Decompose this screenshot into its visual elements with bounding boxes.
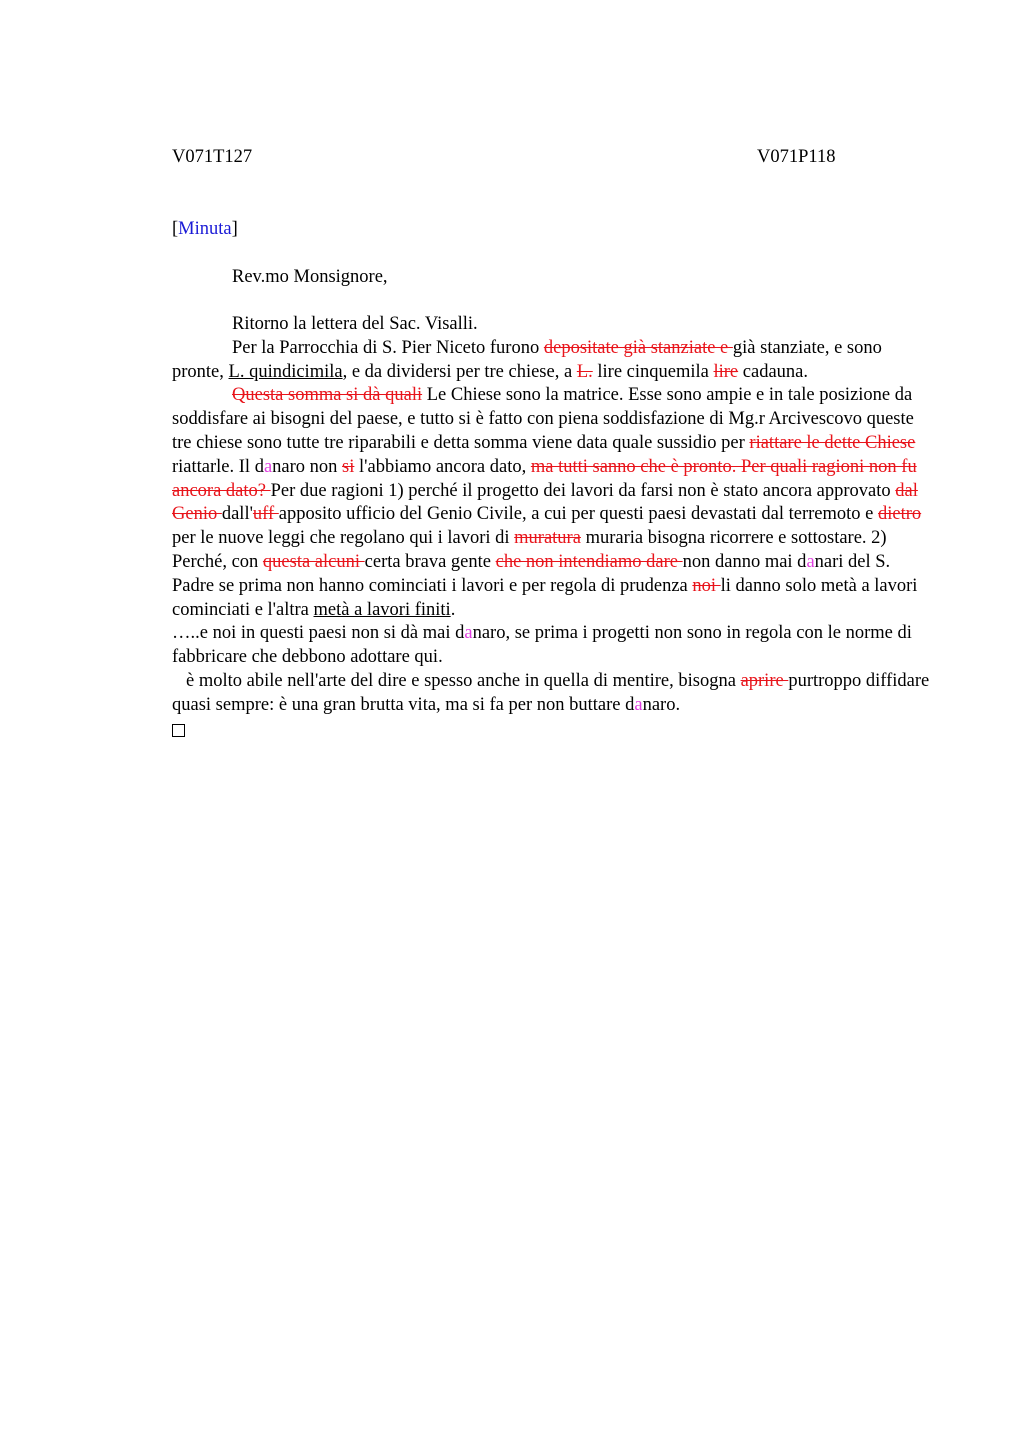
- document-id-right: V071P118: [757, 147, 836, 167]
- text: .: [450, 599, 456, 620]
- text: lire cinquemila: [592, 361, 714, 382]
- text: già stanziate, e sono pronte,: [172, 337, 882, 382]
- paragraph-1: Ritorno la lettera del Sac. Visalli.: [232, 314, 478, 334]
- text: l'abbiamo ancora dato,: [354, 456, 531, 477]
- underlined-text: L. quindicimila: [228, 361, 343, 382]
- bracket-close: ]: [231, 219, 238, 239]
- document-id-left: V071T127: [172, 147, 253, 167]
- text: naro, se prima i progetti non sono in regola con le norme di fabbricare che debbono adottare qui.: [172, 623, 912, 668]
- deleted-text: uff: [252, 504, 279, 525]
- text: …..e noi in questi paesi non si dà mai d: [172, 623, 465, 644]
- corrected-letter: a: [806, 551, 815, 572]
- text: non danno mai d: [682, 551, 807, 572]
- deleted-text: che non intendiamo dare: [495, 551, 683, 572]
- salutation: Rev.mo Monsignore,: [232, 267, 388, 287]
- text: dall': [221, 504, 253, 525]
- underlined-text: metà a lavori finiti: [313, 599, 451, 620]
- text: nari del S. Padre se prima non hanno cominciati i lavori e per regola di prudenza: [172, 551, 891, 596]
- corrected-letter: a: [634, 694, 643, 715]
- text: , e da dividersi per tre chiese, a: [342, 361, 577, 382]
- paragraph-4: [172, 622, 932, 670]
- paragraph-3: [172, 384, 932, 622]
- empty-square-icon: [172, 724, 185, 737]
- text: per le nuove leggi che regolano qui i lavori di: [172, 528, 515, 549]
- letter-body: [172, 313, 932, 744]
- paragraph-2: [172, 337, 932, 385]
- paragraph-5: [172, 670, 932, 718]
- text: naro.: [642, 694, 681, 715]
- text: muraria bisogna ricorrere e sottostare. 2) Perché, con: [172, 528, 887, 572]
- deleted-text: si: [342, 456, 355, 477]
- deleted-text: Questa somma si dà quali: [232, 385, 423, 406]
- deleted-text: depositate già stanziate e: [543, 337, 733, 358]
- deleted-text: dietro: [878, 504, 922, 525]
- text: riattarle. Il d: [172, 456, 264, 477]
- deleted-text: dal Genio: [172, 480, 918, 525]
- text: naro non: [272, 456, 343, 477]
- text: Le Chiese sono la matrice. Esse sono ampie e in tale posizione da soddisfare ai bisogni del paese, e tutto si è fatto con piena soddisfazione di Mg.r Arcivescovo queste tre chiese sono tutte tre riparabili e detta somma viene data quale sussidio per: [172, 385, 914, 453]
- text: è molto abile nell'arte del dire e spesso anche in quella di mentire, bisogna: [186, 670, 741, 691]
- deleted-text: riattare le dette Chiese: [749, 432, 916, 453]
- deleted-text: questa alcuni: [262, 551, 365, 572]
- deleted-text: aprire: [740, 670, 789, 691]
- minuta-text: Minuta: [178, 219, 232, 239]
- text: li danno solo metà a lavori cominciati e l'altra: [172, 575, 918, 620]
- bracket-open: [: [172, 219, 179, 239]
- text: Per la Parrocchia di S. Pier Niceto furono: [232, 337, 544, 358]
- deleted-text: lire: [713, 361, 739, 382]
- corrected-letter: a: [263, 456, 273, 477]
- text: Per due ragioni 1) perché il progetto dei lavori da farsi non è stato ancora approvato: [270, 480, 896, 501]
- deleted-text: L.: [576, 361, 593, 382]
- text: purtroppo diffidare quasi sempre: è una gran brutta vita, ma si fa per non buttare d: [172, 670, 930, 715]
- text: apposito ufficio del Genio Civile, a cui per questi paesi devastati dal terremoto e: [278, 504, 878, 525]
- deleted-text: ma tutti sanno che è pronto. Per quali ragioni non fu ancora dato?: [172, 456, 917, 501]
- minuta-label: [172, 218, 238, 242]
- end-mark: [172, 718, 932, 745]
- corrected-letter: a: [464, 623, 473, 644]
- deleted-text: muratura: [514, 528, 581, 549]
- deleted-text: noi: [692, 575, 721, 596]
- text: certa brava gente: [364, 551, 496, 572]
- text: cadauna.: [738, 361, 808, 382]
